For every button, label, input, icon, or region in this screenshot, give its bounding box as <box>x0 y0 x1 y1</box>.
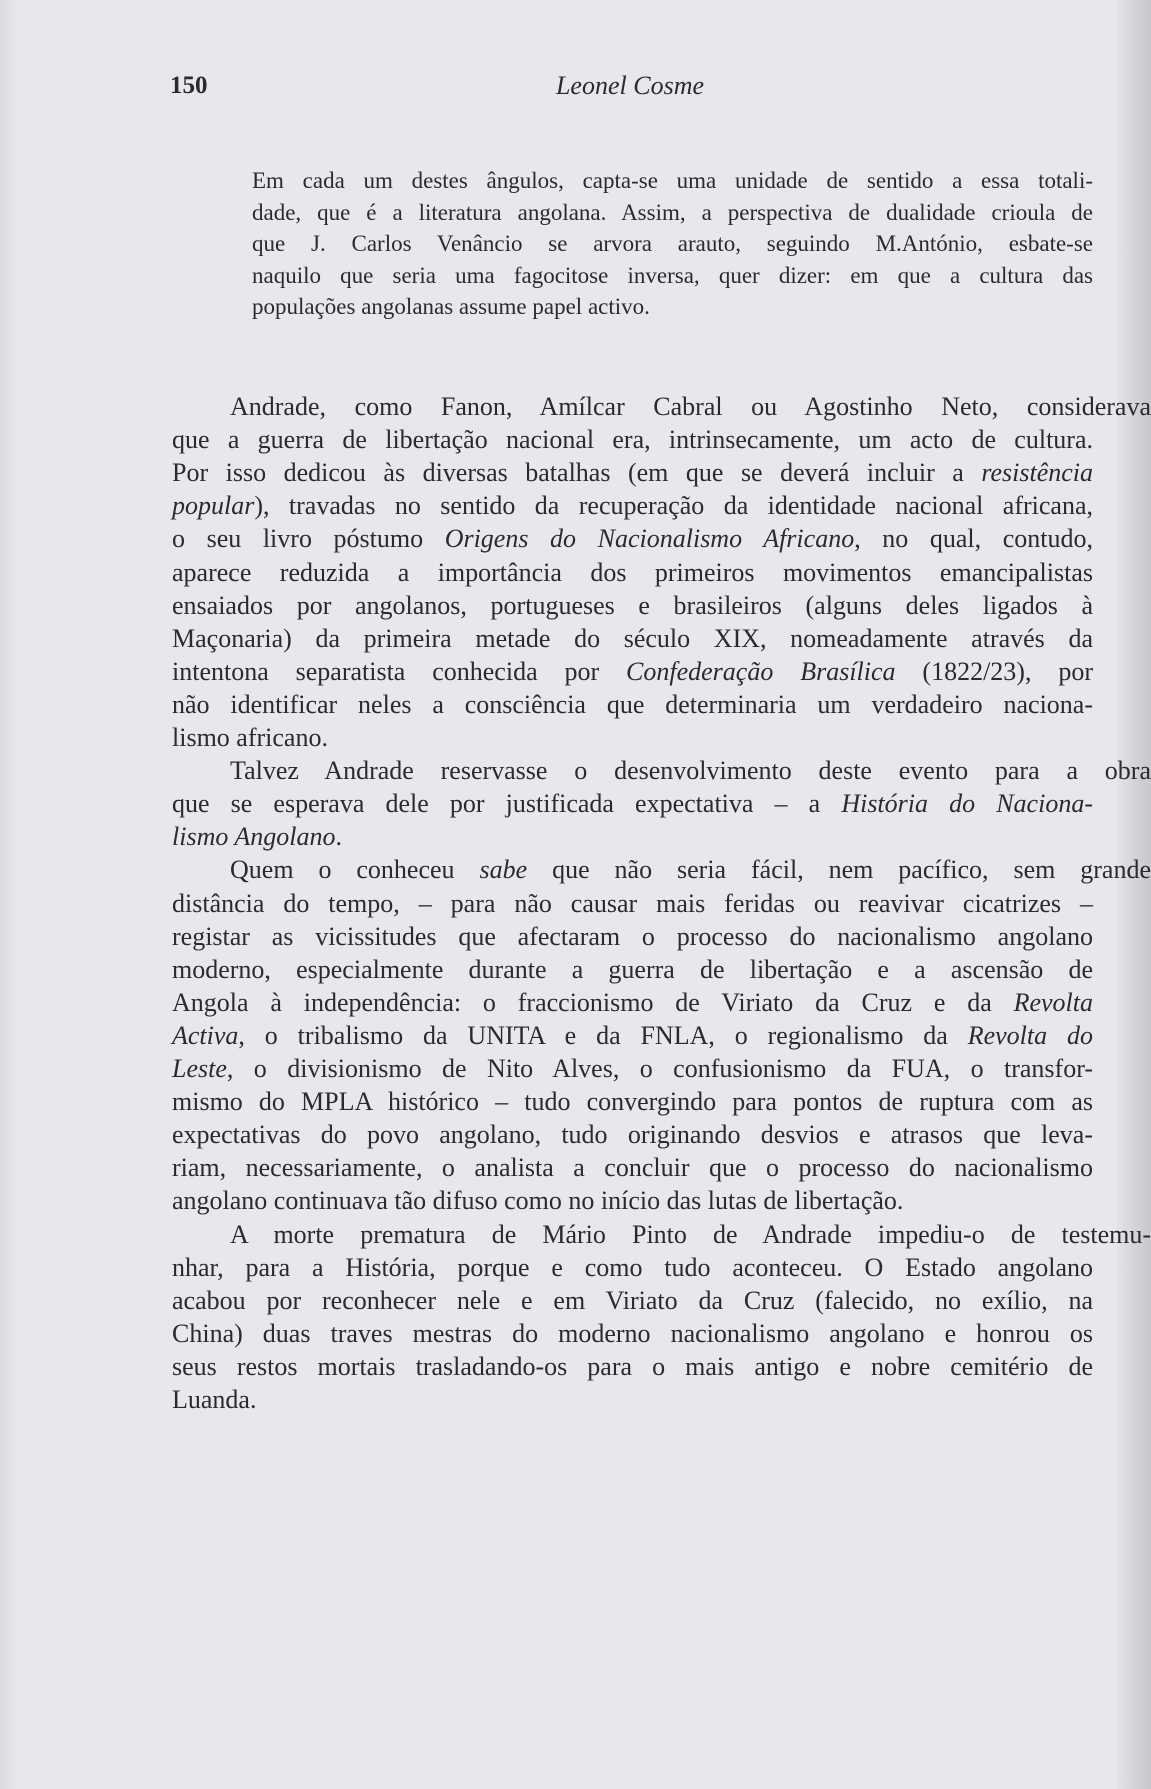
text-run: Por isso dedicou às diversas batalhas (em que se deverá incluir a <box>172 458 982 488</box>
text-line <box>172 1251 1093 1284</box>
page-edge-shadow <box>1117 0 1151 1789</box>
italic-text: popular <box>172 491 255 521</box>
text-run: mismo do MPLA histórico – tudo convergindo para pontos de ruptura com as <box>172 1087 1093 1117</box>
text-line <box>172 589 1093 622</box>
text-run: , no qual, contudo, <box>854 524 1093 554</box>
text-run: lismo africano. <box>172 723 328 752</box>
text-run: registar as vicissitudes que afectaram o processo do nacionalismo angolano <box>172 921 1093 951</box>
italic-text: Confederação Brasílica <box>626 656 896 686</box>
text-run: intentona separatista conhecida por <box>172 656 627 686</box>
text-line <box>172 1118 1093 1151</box>
text-line <box>172 655 1093 688</box>
text-line <box>172 522 1093 555</box>
text-run: Em cada um destes ângulos, capta-se uma unidade de sentido a essa totali- <box>252 168 1093 193</box>
text-line <box>252 229 1093 259</box>
text-line <box>172 1151 1093 1184</box>
italic-text: Revolta <box>1013 987 1093 1017</box>
text-line <box>172 622 1093 655</box>
text-run: Andrade, como Fanon, Amílcar Cabral ou Agostinho Neto, considerava <box>230 392 1151 421</box>
text-line <box>172 1052 1093 1085</box>
text-line <box>172 1085 1093 1118</box>
text-line <box>172 1019 1093 1052</box>
text-line <box>172 1218 1151 1251</box>
text-run: populações angolanas assume papel activo. <box>252 294 650 320</box>
text-run: que não seria fácil, nem pacífico, sem grande <box>527 855 1151 885</box>
text-run: dade, que é a literatura angolana. Assim, a perspectiva de dualidade crioula de <box>252 199 1093 225</box>
italic-text: lismo Angolano <box>172 822 336 852</box>
text-line <box>172 787 1093 820</box>
text-run: que J. Carlos Venâncio se arvora arauto, seguindo M.António, esbate-se <box>252 231 1093 257</box>
text-line <box>252 166 1093 196</box>
text-run: . <box>335 822 342 852</box>
text-line <box>172 1350 1093 1383</box>
text-run: angolano continuava tão difuso como no início das lutas de libertação. <box>172 1186 904 1216</box>
text-run: não identificar neles a consciência que determinaria um verdadeiro naciona- <box>172 689 1093 719</box>
text-run: aparece reduzida a importância dos primeiros movimentos emancipalistas <box>172 557 1093 587</box>
text-run: Angola à independência: o fraccionismo de Viriato da Cruz e da <box>172 987 1014 1017</box>
text-run: A morte prematura de Mário Pinto de Andrade impediu-o de testemu- <box>230 1219 1151 1249</box>
text-line <box>172 820 1093 853</box>
text-line <box>252 292 1093 322</box>
text-line <box>172 953 1093 986</box>
text-line <box>172 1383 1093 1416</box>
italic-text: resistência <box>981 458 1093 488</box>
text-run: , o divisionismo de Nito Alves, o confusionismo da FUA, o transfor- <box>226 1054 1093 1083</box>
page-number: 150 <box>170 72 208 99</box>
text-run: o seu livro póstumo <box>172 524 445 554</box>
italic-text: sabe <box>479 855 528 885</box>
text-run: Luanda. <box>172 1385 257 1414</box>
text-line <box>172 920 1093 953</box>
text-run: (1822/23), por <box>895 656 1093 686</box>
italic-text: História do Naciona- <box>841 789 1093 819</box>
text-line <box>172 489 1093 522</box>
text-line <box>172 1184 1093 1217</box>
text-run: moderno, especialmente durante a guerra de libertação e a ascensão de <box>172 954 1093 984</box>
text-line <box>252 198 1093 228</box>
italic-text: Origens do Nacionalismo Africano <box>444 524 855 554</box>
text-line <box>172 456 1093 489</box>
text-line <box>172 1284 1093 1317</box>
text-run: que a guerra de libertação nacional era, intrinsecamente, um acto de cultura. <box>172 425 1093 455</box>
text-run: Quem o conheceu <box>230 855 480 885</box>
text-run: , o tribalismo da UNITA e da FNLA, o regionalismo da <box>238 1020 968 1050</box>
text-run: ensaiados por angolanos, portugueses e brasileiros (alguns deles ligados à <box>172 590 1093 620</box>
italic-text: Revolta do <box>967 1020 1093 1050</box>
text-run: expectativas do povo angolano, tudo originando desvios e atrasos que leva- <box>172 1120 1093 1150</box>
text-line <box>252 261 1093 291</box>
text-run: acabou por reconhecer nele e em Viriato da Cruz (falecido, no exílio, na <box>172 1285 1093 1315</box>
text-run: que se esperava dele por justificada expectativa – a <box>172 789 842 819</box>
text-line <box>172 688 1093 721</box>
text-run: ), travadas no sentido da recuperação da identidade nacional africana, <box>254 491 1093 521</box>
text-line <box>172 423 1093 456</box>
running-head: Leonel Cosme <box>555 71 705 100</box>
text-line <box>172 556 1093 589</box>
italic-text: Activa <box>172 1020 239 1050</box>
text-run: naquilo que seria uma fagocitose inversa, quer dizer: em que a cultura das <box>252 262 1093 288</box>
text-run: Maçonaria) da primeira metade do século XIX, nomeadamente através da <box>172 623 1093 653</box>
page-gutter-shadow <box>0 0 20 1789</box>
text-line <box>172 986 1093 1019</box>
text-line <box>172 390 1151 423</box>
text-run: riam, necessariamente, o analista a concluir que o processo do nacionalismo <box>172 1153 1093 1183</box>
text-run: Talvez Andrade reservasse o desenvolvimento deste evento para a obra <box>230 756 1151 786</box>
italic-text: Leste <box>172 1054 227 1083</box>
text-line <box>172 1317 1093 1350</box>
text-run: nhar, para a História, porque e como tudo aconteceu. O Estado angolano <box>172 1252 1093 1282</box>
text-line <box>172 887 1093 920</box>
text-line <box>172 721 1093 754</box>
text-run: China) duas traves mestras do moderno nacionalismo angolano e honrou os <box>172 1318 1093 1348</box>
text-run: distância do tempo, – para não causar mais feridas ou reavivar cicatrizes – <box>172 888 1093 918</box>
text-run: seus restos mortais trasladando-os para o mais antigo e nobre cemitério de <box>172 1351 1093 1381</box>
text-line <box>172 853 1151 886</box>
text-line <box>172 754 1151 787</box>
